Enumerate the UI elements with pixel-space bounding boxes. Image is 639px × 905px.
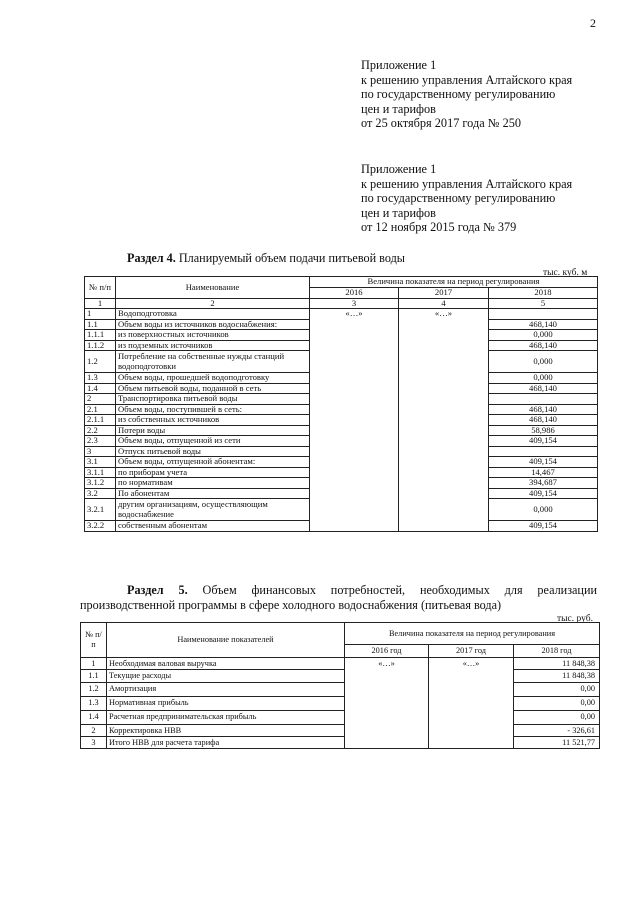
row-num: 1.1.1 xyxy=(85,330,116,341)
appendix-header-original xyxy=(361,162,572,235)
header-name: Наименование показателей xyxy=(107,623,345,658)
placeholder-2017: «…» xyxy=(399,309,489,532)
section4-unit: тыс. куб. м xyxy=(543,268,588,278)
row-num: 2.2 xyxy=(85,425,116,436)
row-name: Объем питьевой воды, поданной в сеть xyxy=(116,383,310,394)
row-num: 2.1.1 xyxy=(85,415,116,426)
placeholder-2016: «…» xyxy=(310,309,399,532)
appendix-line: к решению управления Алтайского края xyxy=(361,176,573,191)
row-value: 468,140 xyxy=(489,340,598,351)
section4-title-bold: Раздел 4. xyxy=(127,251,176,265)
section5-title-text: Объем финансовых потребностей, необходимых для реализации производственной программы в сфере холодного водоснабжения (питьевая вода) xyxy=(80,583,597,612)
section5-table xyxy=(80,622,600,749)
row-value: 468,140 xyxy=(489,415,598,426)
row-value: 0,000 xyxy=(489,351,598,373)
row-name: Амортизация xyxy=(107,682,345,696)
row-name: По абонентам xyxy=(116,488,310,499)
appendix-line: от 12 ноября 2015 года № 379 xyxy=(361,220,517,235)
row-value: 11 848,38 xyxy=(514,658,600,670)
section4-title-text: Планируемый объем подачи питьевой воды xyxy=(175,251,405,265)
row-value: 394,687 xyxy=(489,478,598,489)
row-value: 468,140 xyxy=(489,319,598,330)
row-name: собственным абонентам xyxy=(116,521,310,532)
section5-title-bold: Раздел 5. xyxy=(127,583,188,597)
col-number: 3 xyxy=(310,298,399,309)
row-value: 11 848,38 xyxy=(514,670,600,682)
row-value: 468,140 xyxy=(489,404,598,415)
row-name: Потери воды xyxy=(116,425,310,436)
appendix-line: Приложение 1 xyxy=(361,58,437,72)
row-name: из подземных источников xyxy=(116,340,310,351)
table-row xyxy=(81,696,600,710)
row-num: 1.4 xyxy=(85,383,116,394)
row-num: 3 xyxy=(85,446,116,457)
row-value: 58,986 xyxy=(489,425,598,436)
row-value: 0,000 xyxy=(489,373,598,384)
header-year-2018: 2018 xyxy=(489,288,598,299)
row-num: 3.2.1 xyxy=(85,499,116,521)
row-value: 0,000 xyxy=(489,330,598,341)
row-num: 1.3 xyxy=(81,696,107,710)
row-name: Объем воды, поступившей в сеть: xyxy=(116,404,310,415)
row-name: Отпуск питьевой воды xyxy=(116,446,310,457)
row-num: 1.3 xyxy=(85,373,116,384)
placeholder-2016: «…» xyxy=(345,658,429,749)
table-row xyxy=(81,670,600,682)
appendix-line: цен и тарифов xyxy=(361,205,436,220)
row-name: другим организациям, осуществляющим водоснабжение xyxy=(116,499,310,521)
row-name: из собственных источников xyxy=(116,415,310,426)
row-value: 14,467 xyxy=(489,467,598,478)
table-row xyxy=(81,658,600,670)
appendix-line: по государственному регулированию xyxy=(361,191,556,206)
col-number: 2 xyxy=(116,298,310,309)
header-year-2017: 2017 год xyxy=(429,645,514,658)
row-num: 1 xyxy=(81,658,107,670)
row-value xyxy=(489,394,598,405)
row-value: 409,154 xyxy=(489,488,598,499)
table-row xyxy=(81,682,600,696)
row-value xyxy=(489,309,598,320)
row-value: 409,154 xyxy=(489,436,598,447)
appendix-line: от 25 октября 2017 года № 250 xyxy=(361,116,522,131)
row-value: 409,154 xyxy=(489,521,598,532)
header-name: Наименование xyxy=(116,277,310,299)
row-name: по приборам учета xyxy=(116,467,310,478)
row-num: 1.2 xyxy=(85,351,116,373)
table-row xyxy=(81,736,600,748)
header-year-2016: 2016 год xyxy=(345,645,429,658)
row-name: Объем воды, отпущенной абонентам: xyxy=(116,457,310,468)
row-name: Объем воды из источников водоснабжения: xyxy=(116,319,310,330)
col-number: 5 xyxy=(489,298,598,309)
row-num: 3.1.2 xyxy=(85,478,116,489)
row-value: 468,140 xyxy=(489,383,598,394)
table-row xyxy=(85,309,598,320)
table-row xyxy=(81,724,600,736)
row-value: 0,00 xyxy=(514,682,600,696)
row-name: по нормативам xyxy=(116,478,310,489)
row-value: 0,000 xyxy=(489,499,598,521)
section4-title xyxy=(127,251,405,266)
row-value xyxy=(489,446,598,457)
row-name: Объем воды, отпущенной из сети xyxy=(116,436,310,447)
header-num: № п/п xyxy=(85,277,116,299)
row-num: 3.2.2 xyxy=(85,521,116,532)
header-num: № п/ п xyxy=(81,623,107,658)
section5-title xyxy=(80,583,597,613)
row-num: 1 xyxy=(85,309,116,320)
row-num: 2.1 xyxy=(85,404,116,415)
col-number: 4 xyxy=(399,298,489,309)
table-row xyxy=(81,710,600,724)
row-num: 3.1 xyxy=(85,457,116,468)
placeholder-2017: «…» xyxy=(429,658,514,749)
row-num: 2 xyxy=(81,724,107,736)
row-num: 3.2 xyxy=(85,488,116,499)
col-number: 1 xyxy=(85,298,116,309)
row-value: 0,00 xyxy=(514,710,600,724)
row-num: 2.3 xyxy=(85,436,116,447)
row-name: Потребление на собственные нужды станций водоподготовки xyxy=(116,351,310,373)
header-year-2018: 2018 год xyxy=(514,645,600,658)
header-year-2016: 2016 xyxy=(310,288,399,299)
row-num: 3 xyxy=(81,736,107,748)
row-name: Водоподготовка xyxy=(116,309,310,320)
row-name: Расчетная предпринимательская прибыль xyxy=(107,710,345,724)
row-name: Корректировка НВВ xyxy=(107,724,345,736)
appendix-line: Приложение 1 xyxy=(361,162,437,176)
row-num: 1.2 xyxy=(81,682,107,696)
row-value: 409,154 xyxy=(489,457,598,468)
row-num: 1.1 xyxy=(81,670,107,682)
appendix-line: к решению управления Алтайского края xyxy=(361,72,573,87)
row-name: Итого НВВ для расчета тарифа xyxy=(107,736,345,748)
row-num: 1.1 xyxy=(85,319,116,330)
row-name: из поверхностных источников xyxy=(116,330,310,341)
header-year-2017: 2017 xyxy=(399,288,489,299)
row-value: - 326,61 xyxy=(514,724,600,736)
row-value: 0,00 xyxy=(514,696,600,710)
appendix-line: по государственному регулированию xyxy=(361,87,556,102)
row-name: Транспортировка питьевой воды xyxy=(116,394,310,405)
appendix-line: цен и тарифов xyxy=(361,101,436,116)
section5-unit: тыс. руб. xyxy=(557,614,593,624)
row-name: Текущие расходы xyxy=(107,670,345,682)
header-period: Величина показателя на период регулирования xyxy=(345,623,600,645)
row-name: Нормативная прибыль xyxy=(107,696,345,710)
page-number: 2 xyxy=(590,16,596,30)
appendix-header-current xyxy=(361,58,572,131)
row-num: 1.1.2 xyxy=(85,340,116,351)
row-num: 3.1.1 xyxy=(85,467,116,478)
row-name: Объем воды, прошедшей водоподготовку xyxy=(116,373,310,384)
row-num: 1.4 xyxy=(81,710,107,724)
row-num: 2 xyxy=(85,394,116,405)
header-period: Величина показателя на период регулирования xyxy=(310,277,598,288)
row-name: Необходимая валовая выручка xyxy=(107,658,345,670)
row-value: 11 521,77 xyxy=(514,736,600,748)
section4-table xyxy=(84,276,598,532)
